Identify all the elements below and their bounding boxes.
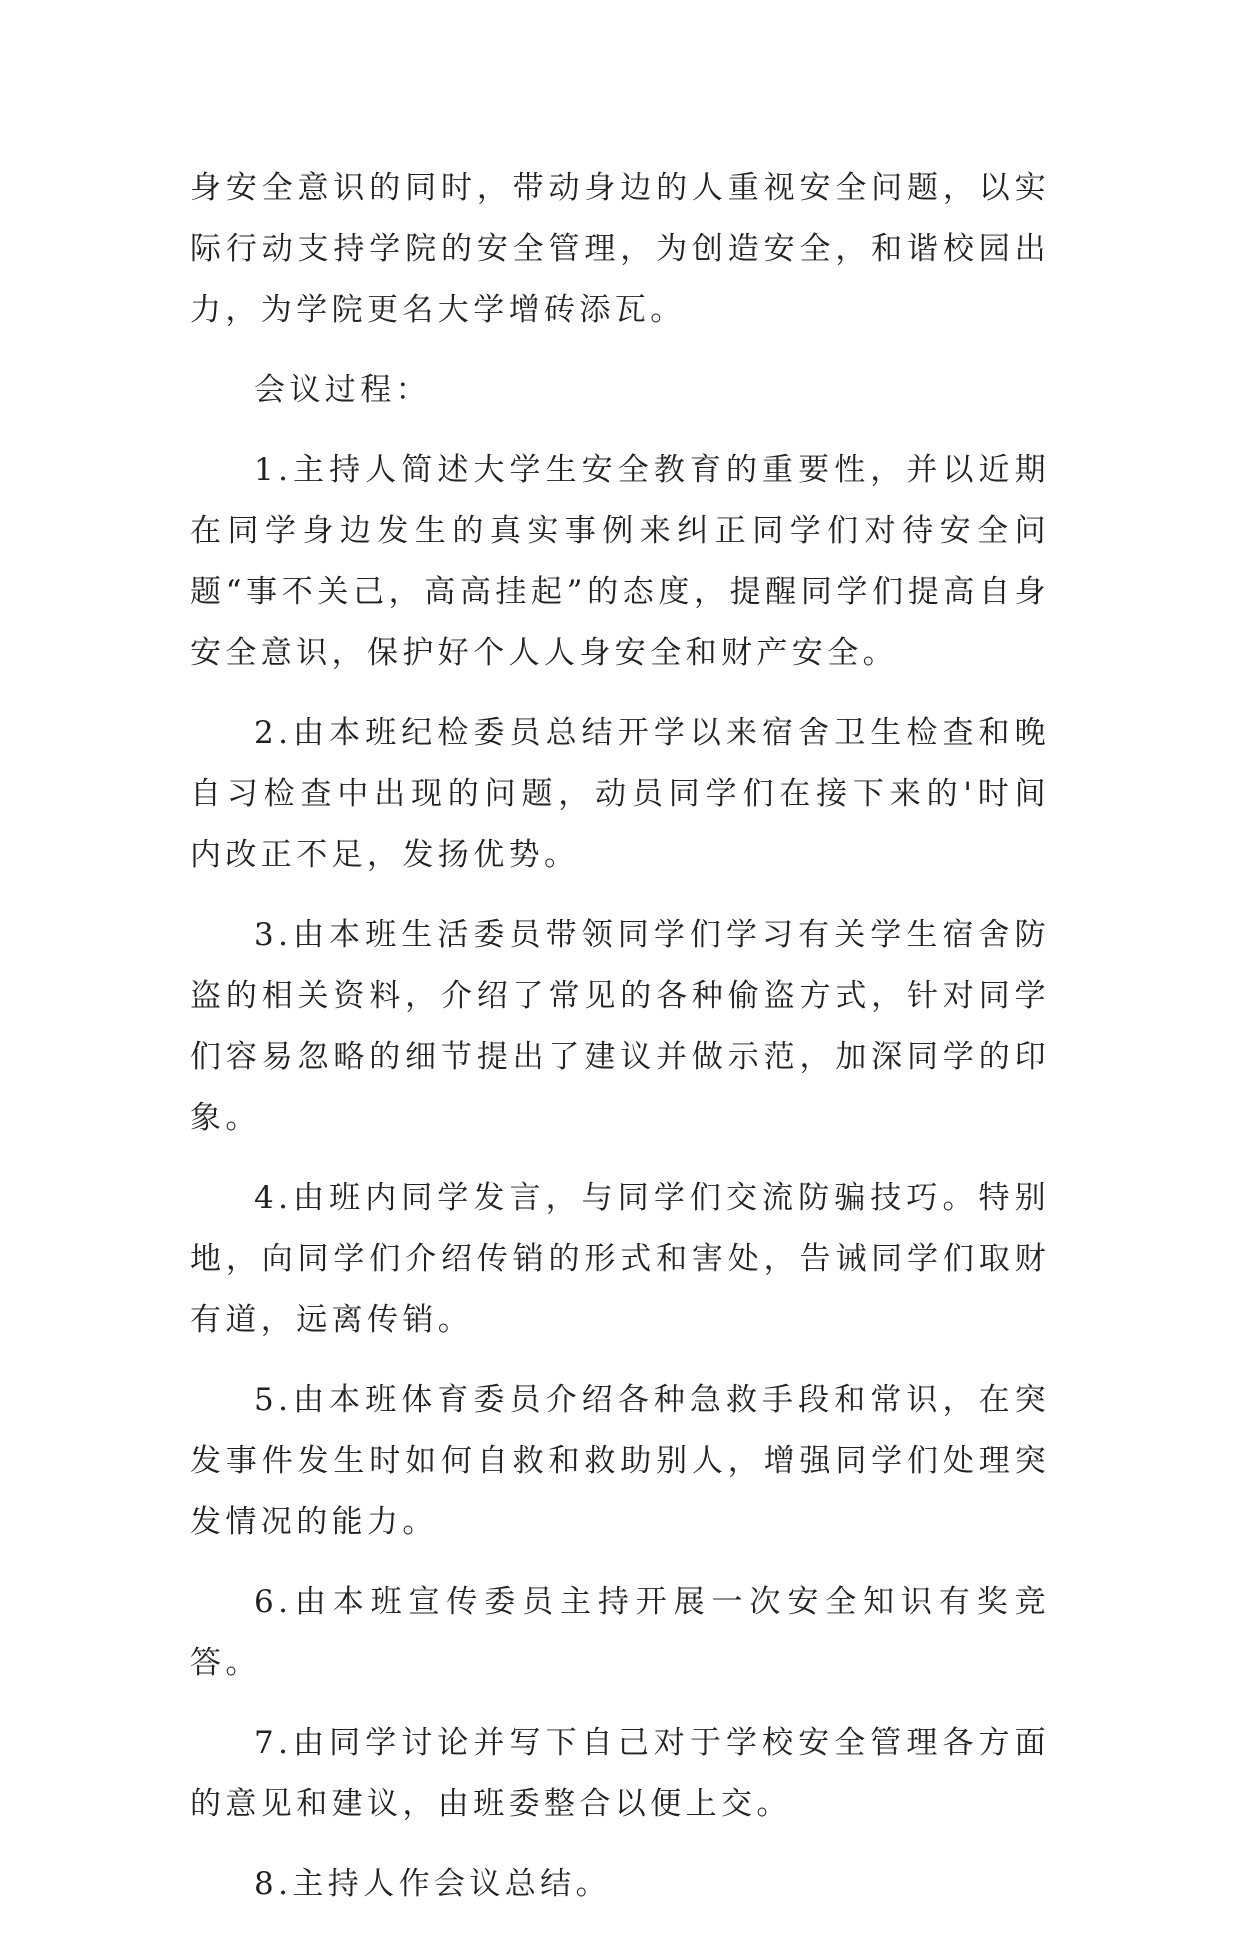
- list-item-1: 1.主持人简述大学生安全教育的重要性，并以近期在同学身边发生的真实事例来纠正同学们对待安全问题“事不关己，高高挂起”的态度，提醒同学们提高自身安全意识，保护好个人人身安全和财产安全。: [190, 452, 1050, 671]
- document-body: [190, 158, 1050, 1934]
- list-item-6: 6.由本班宣传委员主持开展一次安全知识有奖竞答。: [190, 1584, 1050, 1681]
- list-item-5: 5.由本班体育委员介绍各种急救手段和常识，在突发事件发生时如何自救和救助别人，增强同学们处理突发情况的能力。: [190, 1382, 1050, 1540]
- list-item-3: 3.由本班生活委员带领同学们学习有关学生宿舍防盗的相关资料，介绍了常见的各种偷盗方式，针对同学们容易忽略的细节提出了建议并做示范，加深同学的印象。: [190, 917, 1050, 1136]
- list-item-4: 4.由班内同学发言，与同学们交流防骗技巧。特别地，向同学们介绍传销的形式和害处，告诫同学们取财有道，远离传销。: [190, 1180, 1050, 1338]
- list-item-2: 2.由本班纪检委员总结开学以来宿舍卫生检查和晚自习检查中出现的问题，动员同学们在接下来的'时间内改正不足，发扬优势。: [190, 715, 1050, 873]
- section-heading-meeting-process: 会议过程：: [254, 372, 431, 408]
- list-item-7: 7.由同学讨论并写下自己对于学校安全管理各方面的意见和建议，由班委整合以便上交。: [190, 1725, 1050, 1822]
- list-item-8: 8.主持人作会议总结。: [254, 1866, 611, 1902]
- paragraph-intro-continuation: 身安全意识的同时，带动身边的人重视安全问题，以实际行动支持学院的安全管理，为创造安全，和谐校园出力，为学院更名大学增砖添瓦。: [190, 170, 1050, 328]
